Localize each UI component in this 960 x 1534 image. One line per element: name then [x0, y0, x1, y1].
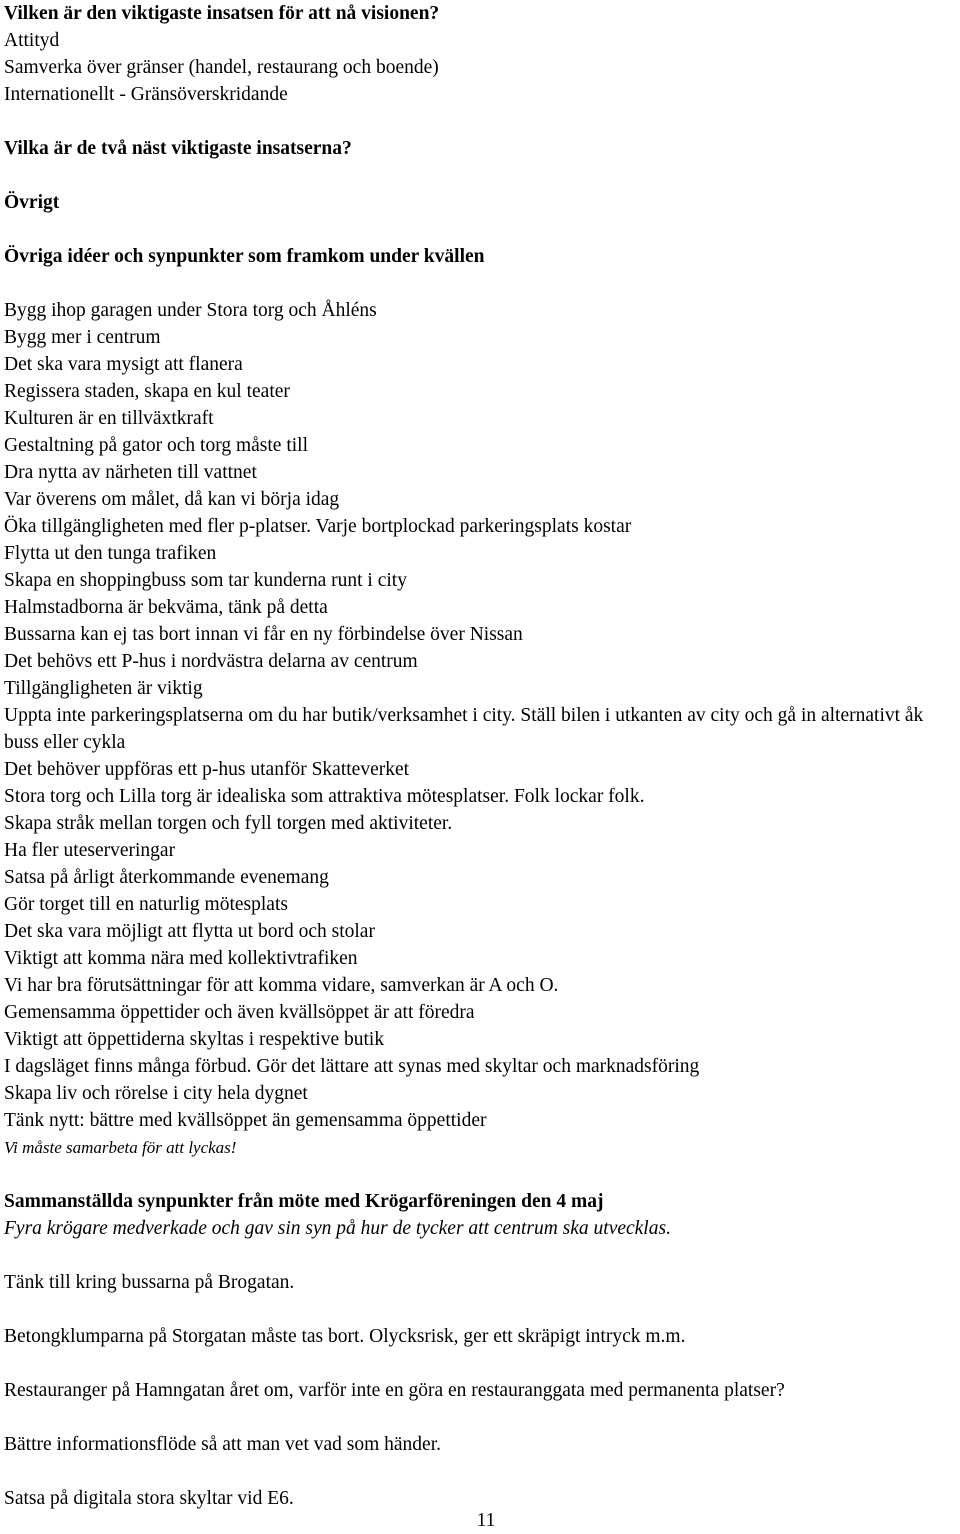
krog-point: Bättre informationsflöde så att man vet vad som händer.	[4, 1434, 442, 1455]
answer-line: Samverka över gränser (handel, restaurang och boende)	[4, 57, 439, 78]
idea-item: Ha fler uteserveringar	[4, 840, 176, 861]
idea-item: Halmstadborna är bekväma, tänk på detta	[4, 597, 328, 618]
idea-item: Uppta inte parkeringsplatserna om du har butik/verksamhet i city. Ställ bilen i utkanten av city och gå in alternativt åk buss eller cykla	[4, 705, 924, 753]
idea-item: Tillgängligheten är viktig	[4, 678, 203, 699]
krog-intro: Fyra krögare medverkade och gav sin syn på hur de tycker att centrum ska utvecklas.	[4, 1218, 671, 1239]
idea-item: Tänk nytt: bättre med kvällsöppet än gemensamma öppettider	[4, 1110, 487, 1131]
blank-line	[4, 1242, 958, 1269]
idea-item: Viktigt att komma nära med kollektivtrafiken	[4, 948, 358, 969]
answer-line: Internationellt - Gränsöverskridande	[4, 84, 288, 105]
idea-item: Skapa liv och rörelse i city hela dygnet	[4, 1083, 308, 1104]
krog-point: Betongklumparna på Storgatan måste tas bort. Olycksrisk, ger ett skräpigt intryck m.m.	[4, 1326, 686, 1347]
idea-item: Dra nytta av närheten till vattnet	[4, 462, 257, 483]
blank-line	[4, 1404, 958, 1431]
idea-item: Bygg ihop garagen under Stora torg och Åhléns	[4, 300, 377, 321]
idea-item: Det ska vara möjligt att flytta ut bord och stolar	[4, 921, 375, 942]
idea-item: Skapa en shoppingbuss som tar kunderna runt i city	[4, 570, 407, 591]
blank-line	[4, 1296, 958, 1323]
blank-line	[4, 108, 958, 135]
blank-line	[4, 270, 958, 297]
section-heading-ovrigt: Övrigt	[4, 192, 60, 213]
question-next-two: Vilka är de två näst viktigaste insatserna?	[4, 138, 352, 159]
blank-line	[4, 216, 958, 243]
idea-item: Flytta ut den tunga trafiken	[4, 543, 217, 564]
idea-item: Gemensamma öppettider och även kvällsöppet är att föredra	[4, 1002, 475, 1023]
blank-line	[4, 162, 958, 189]
idea-item: Regissera staden, skapa en kul teater	[4, 381, 290, 402]
krog-point: Satsa på digitala stora skyltar vid E6.	[4, 1488, 294, 1509]
idea-item: Öka tillgängligheten med fler p-platser. Varje bortplockad parkeringsplats kostar	[4, 516, 632, 537]
krog-heading: Sammanställda synpunkter från möte med Krögarföreningen den 4 maj	[4, 1191, 604, 1212]
idea-item: Vi har bra förutsättningar för att komma vidare, samverkan är A och O.	[4, 975, 559, 996]
idea-item: Bygg mer i centrum	[4, 327, 161, 348]
page-number: 11	[476, 1510, 496, 1531]
idea-item: I dagsläget finns många förbud. Gör det lättare att synas med skyltar och marknadsföring	[4, 1056, 700, 1077]
krog-point: Restauranger på Hamngatan året om, varför inte en göra en restauranggata med permanenta platser?	[4, 1380, 785, 1401]
question-most-important: Vilken är den viktigaste insatsen för att nå visionen?	[4, 3, 440, 24]
blank-line	[4, 1458, 958, 1485]
idea-item: Skapa stråk mellan torgen och fyll torgen med aktiviteter.	[4, 813, 453, 834]
blank-line	[4, 1350, 958, 1377]
krog-point: Tänk till kring bussarna på Brogatan.	[4, 1272, 295, 1293]
blank-line	[4, 1161, 958, 1188]
idea-item: Var överens om målet, då kan vi börja idag	[4, 489, 340, 510]
idea-item: Gör torget till en naturlig mötesplats	[4, 894, 288, 915]
idea-item: Bussarna kan ej tas bort innan vi får en ny förbindelse över Nissan	[4, 624, 523, 645]
idea-item: Stora torg och Lilla torg är idealiska som attraktiva mötesplatser. Folk lockar folk.	[4, 786, 645, 807]
ideas-list	[4, 297, 958, 1134]
closing-note: Vi måste samarbeta för att lyckas!	[4, 1138, 237, 1157]
section-subheading: Övriga idéer och synpunkter som framkom under kvällen	[4, 246, 485, 267]
idea-item: Det behöver uppföras ett p-hus utanför Skatteverket	[4, 759, 410, 780]
idea-item: Satsa på årligt återkommande evenemang	[4, 867, 329, 888]
document-page	[4, 0, 958, 1512]
idea-item: Viktigt att öppettiderna skyltas i respektive butik	[4, 1029, 385, 1050]
answer-line: Attityd	[4, 30, 60, 51]
idea-item: Kulturen är en tillväxtkraft	[4, 408, 214, 429]
idea-item: Gestaltning på gator och torg måste till	[4, 435, 308, 456]
idea-item: Det behövs ett P-hus i nordvästra delarna av centrum	[4, 651, 418, 672]
idea-item: Det ska vara mysigt att flanera	[4, 354, 243, 375]
